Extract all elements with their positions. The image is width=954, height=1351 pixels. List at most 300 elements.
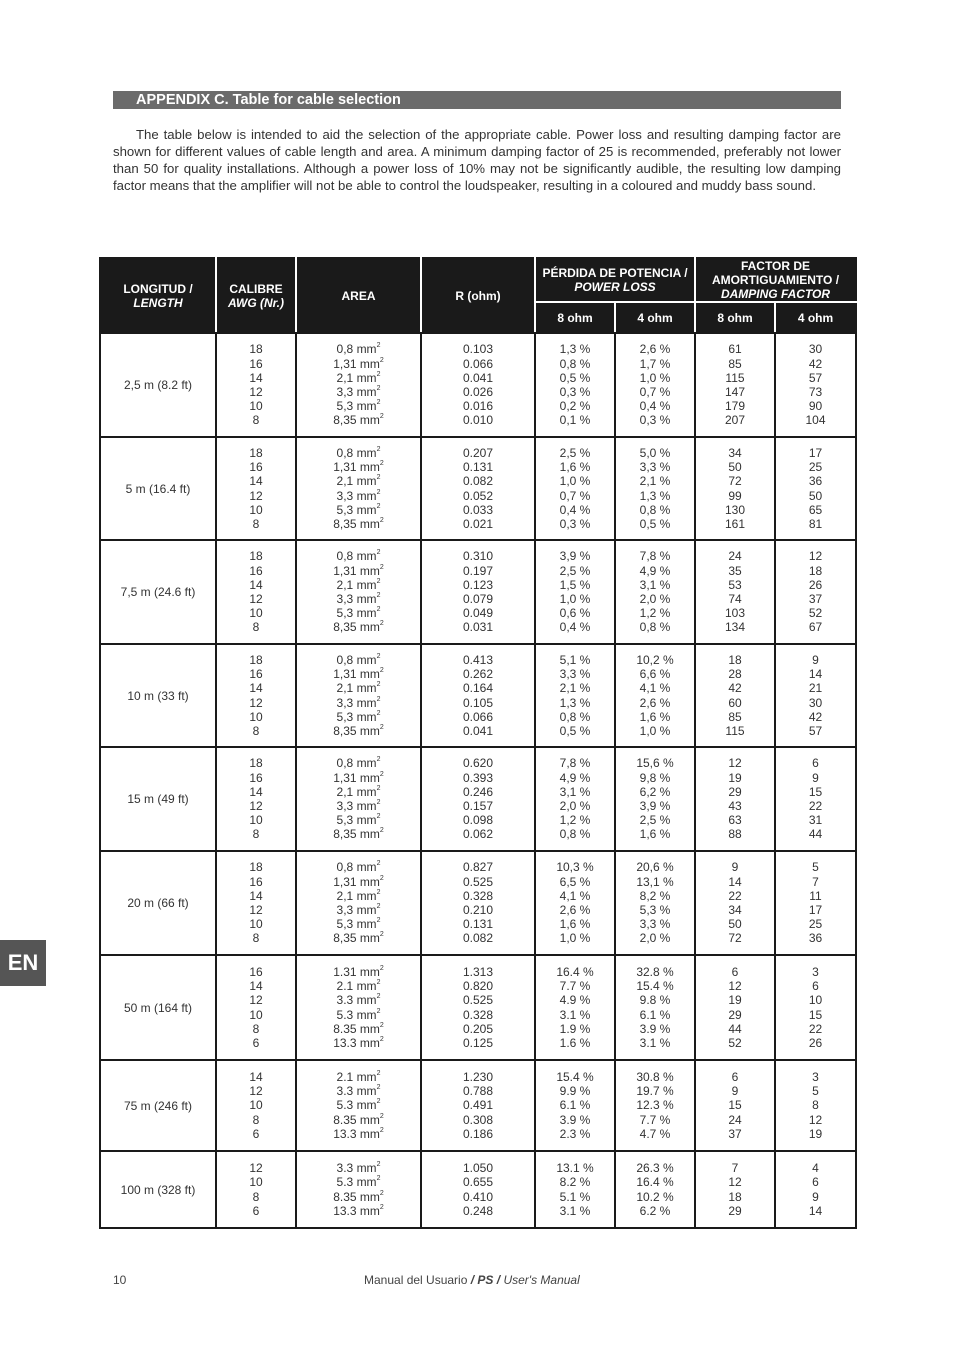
cell-pl8 [535,747,615,851]
cell-awg [216,437,296,540]
value-line: 3,3 $mm^2$ [336,695,381,710]
value-line: 12.3 % [636,1098,674,1113]
value-line: 1,31 $mm^2$ [333,770,384,785]
value-line: 14 [249,888,263,903]
value-line: 7 [731,1161,739,1176]
value-line: 53 [728,577,742,592]
value-line: 9 [731,860,739,875]
value-line: 0.131 [462,917,494,932]
value-line: 0,6 % [559,606,591,621]
value-line: 2,1 $mm^2$ [336,370,381,385]
cell-pl8 [535,540,615,644]
value-line: 60 [728,695,742,710]
value-line: 29 [728,1007,742,1022]
value-line: 22 [728,888,742,903]
table-row [100,1060,856,1151]
value-line: 0,8 $mm^2$ [336,652,381,667]
value-line: 6 [731,964,739,979]
value-line: 0,3 % [559,516,591,531]
value-line: 8 [252,931,260,946]
value-line: 19 [728,770,742,785]
value-line: 9,8 % [639,770,671,785]
value-line: 12 [249,903,263,917]
value-line: 10,3 % [556,860,594,875]
value-line: 0.041 [462,723,494,738]
value-line: 34 [728,903,742,917]
value-line: 0.827 [462,860,494,875]
value-line: 0.082 [462,474,494,489]
value-line: 8.35 $mm^2$ [333,1021,384,1036]
cell-df8 [695,1151,775,1228]
header-length: LONGITUD / LENGTH [100,258,216,333]
value-line: 10 [249,813,263,828]
value-line: 12 [808,549,823,564]
value-line: 0.052 [462,488,494,503]
cell-pl4 [615,1151,695,1228]
value-line: 19.7 % [636,1084,674,1099]
value-line: 14 [249,474,263,489]
value-line: 1.230 [462,1069,494,1084]
table-row [100,1151,856,1228]
cell-r [421,437,535,540]
value-line: 18 [249,652,263,667]
value-line: 28 [728,667,742,682]
value-line: 6,6 % [639,667,671,682]
value-line: 10 [808,993,823,1008]
value-line: 3,3 $mm^2$ [336,592,381,606]
table-row [100,955,856,1060]
value-line: 3,3 $mm^2$ [336,385,381,399]
value-line: 0,4 % [639,399,671,414]
value-line: 1,31 $mm^2$ [333,460,384,475]
value-line: 6 [812,1175,819,1190]
value-line: 17 [808,445,823,460]
value-line: 26 [808,1035,823,1050]
cell-r [421,851,535,955]
value-line: 2,1 $mm^2$ [336,577,381,592]
value-line: 3,3 $mm^2$ [336,799,381,813]
value-line: 0.310 [462,549,494,564]
value-line: 0.031 [462,620,494,635]
value-line: 81 [808,516,823,531]
cell-area [296,1060,421,1151]
value-line: 3 [812,964,819,979]
value-line: 44 [808,827,823,842]
value-line: 85 [728,709,742,724]
value-line: 1,3 % [639,488,671,503]
value-line: 0,8 % [559,709,591,724]
value-line: 2,0 % [639,931,671,946]
value-line: 1.050 [462,1161,494,1176]
value-line: 8 [252,827,260,842]
value-line: 115 [725,723,745,738]
value-line: 6 [812,979,819,994]
value-line: 6 [252,1126,260,1141]
value-line: 8,35 $mm^2$ [333,723,384,738]
cell-r [421,747,535,851]
cell-df4 [775,644,856,747]
value-line: 17 [808,903,823,917]
cell-awg [216,644,296,747]
value-line: 4.9 % [559,993,591,1008]
cell-r [421,1060,535,1151]
value-line: 1,2 % [559,813,591,828]
value-line: 207 [724,413,746,428]
table-row [100,437,856,540]
value-line: 15.4 % [556,1069,594,1084]
value-line: 3.1 % [639,1035,671,1050]
value-line: 37 [808,592,823,606]
value-line: 12 [249,695,263,710]
value-line: 74 [728,592,742,606]
value-line: 1,3 % [559,342,591,357]
value-line: 63 [728,813,742,828]
value-line: 0.021 [462,516,494,531]
value-line: 13.3 $mm^2$ [333,1203,384,1218]
value-line: 8,35 $mm^2$ [333,620,384,635]
cell-pl4 [615,333,695,437]
value-line: 1,31 $mm^2$ [333,563,384,578]
value-line: 5,3 $mm^2$ [336,813,381,828]
cell-df8 [695,644,775,747]
value-line: 16 [249,964,263,979]
cell-awg [216,747,296,851]
value-line: 5,3 $mm^2$ [336,709,381,724]
value-line: 9 [812,652,819,667]
value-line: 14 [249,784,263,799]
value-line: 19 [808,1126,823,1141]
value-line: 13.1 % [556,1161,594,1176]
value-line: 0,7 % [559,488,591,503]
page-number: 10 [113,1273,127,1287]
value-line: 18 [808,563,823,578]
value-line: 2,1 $mm^2$ [336,888,381,903]
value-line: 2.1 $mm^2$ [336,979,381,994]
value-line: 6 [731,1069,739,1084]
value-line: 3,3 % [639,460,671,475]
table-row [100,851,856,955]
value-line: 29 [728,1203,742,1218]
value-line: 2,5 % [559,445,591,460]
value-line: 37 [728,1126,742,1141]
value-line: 0,8 % [559,356,591,371]
value-line: 14 [728,874,742,889]
cell-df4 [775,333,856,437]
cell-pl4 [615,955,695,1060]
footer: Manual del Usuario / PS / User's Manual [364,1273,580,1287]
cell-df4 [775,1060,856,1151]
value-line: 15 [808,784,823,799]
cell-pl4 [615,644,695,747]
value-line: 20,6 % [636,860,674,875]
value-line: 16 [249,460,263,475]
value-line: 99 [728,488,742,503]
value-line: 5.1 % [559,1189,591,1204]
value-line: 0,1 % [559,413,591,428]
value-line: 3.9 % [559,1112,591,1127]
value-line: 1,2 % [639,606,671,621]
value-line: 18 [249,860,263,875]
value-line: 12 [249,488,263,503]
value-line: 103 [724,606,746,621]
value-line: 3,3 % [639,917,671,932]
value-line: 30 [808,342,823,357]
cell-df8 [695,540,775,644]
value-line: 8,35 $mm^2$ [333,516,384,531]
value-line: 0.016 [462,399,494,414]
value-line: 5 [812,1084,819,1099]
value-line: 1,6 % [639,827,671,842]
value-line: 15,6 % [636,756,674,771]
cell-r [421,333,535,437]
cell-r [421,955,535,1060]
value-line: 10 [249,917,263,932]
cable-length: 10 m (33 ft) [100,644,216,747]
value-line: 6,5 % [559,874,591,889]
value-line: 0.105 [462,695,494,710]
value-line: 2,6 % [639,695,671,710]
value-line: 5,3 $mm^2$ [336,399,381,414]
value-line: 1.6 % [559,1035,591,1050]
value-line: 18 [249,549,263,564]
value-line: 57 [808,723,823,738]
value-line: 8 [252,1189,260,1204]
cell-area [296,1151,421,1228]
value-line: 24 [728,1112,742,1127]
cell-area [296,851,421,955]
value-line: 14 [249,1069,263,1084]
value-line: 8 [252,1021,260,1036]
value-line: 0.207 [462,445,494,460]
value-line: 12 [249,993,263,1008]
cable-length: 15 m (49 ft) [100,747,216,851]
cell-pl8 [535,437,615,540]
value-line: 12 [249,799,263,813]
cell-area [296,333,421,437]
cable-length: 50 m (164 ft) [100,955,216,1060]
value-line: 1.313 [462,964,494,979]
value-line: 43 [728,799,742,813]
value-line: 8,35 $mm^2$ [333,413,384,428]
value-line: 15 [728,1098,742,1113]
value-line: 12 [249,385,263,399]
value-line: 0,3 % [559,385,591,399]
value-line: 72 [728,931,742,946]
value-line: 1,31 $mm^2$ [333,667,384,682]
cell-area [296,955,421,1060]
value-line: 16.4 % [556,964,594,979]
value-line: 3.1 % [559,1203,591,1218]
cell-r [421,540,535,644]
value-line: 30.8 % [636,1069,674,1084]
value-line: 0.033 [462,502,494,517]
value-line: 14 [808,1203,823,1218]
cell-awg [216,1060,296,1151]
cell-pl8 [535,851,615,955]
value-line: 2,0 % [559,799,591,813]
value-line: 7 [812,874,819,889]
value-line: 5.3 $mm^2$ [336,1098,381,1113]
cell-awg [216,851,296,955]
value-line: 6.2 % [639,1203,671,1218]
cell-df8 [695,1060,775,1151]
value-line: 29 [728,784,742,799]
header-gauge: CALIBRE AWG (Nr.) [216,258,296,333]
value-line: 9 [812,770,819,785]
cell-df8 [695,955,775,1060]
value-line: 2.1 $mm^2$ [336,1069,381,1084]
value-line: 7,8 % [639,549,671,564]
value-line: 35 [728,563,742,578]
value-line: 13,1 % [636,874,674,889]
value-line: 88 [728,827,742,842]
value-line: 61 [728,342,742,357]
value-line: 0.413 [462,652,494,667]
value-line: 115 [725,370,745,385]
section-title: APPENDIX C. Table for cable selection [113,91,841,109]
value-line: 42 [728,681,742,696]
value-line: 1.9 % [559,1021,591,1036]
value-line: 12 [728,1175,742,1190]
value-line: 0.525 [462,874,494,889]
value-line: 10 [249,1175,263,1190]
value-line: 1.31 $mm^2$ [333,964,384,979]
value-line: 16 [249,667,263,682]
value-line: 11 [809,888,822,903]
header-df-8ohm: 8 ohm [695,302,775,333]
value-line: 5,0 % [639,445,671,460]
value-line: 14 [808,667,823,682]
value-line: 4,9 % [559,770,591,785]
value-line: 10 [249,606,263,621]
value-line: 1,6 % [639,709,671,724]
value-line: 0.066 [462,709,494,724]
value-line: 8,35 $mm^2$ [333,827,384,842]
cell-r [421,1151,535,1228]
cell-pl4 [615,747,695,851]
value-line: 7.7 % [559,979,591,994]
value-line: 5,3 % [639,903,671,917]
value-line: 4,1 % [639,681,671,696]
cable-length: 20 m (66 ft) [100,851,216,955]
cell-awg [216,1151,296,1228]
cell-df4 [775,1151,856,1228]
value-line: 2,5 % [639,813,671,828]
value-line: 21 [808,681,823,696]
value-line: 3.3 $mm^2$ [336,1161,381,1176]
value-line: 3,3 $mm^2$ [336,488,381,503]
cell-df8 [695,747,775,851]
cell-df4 [775,955,856,1060]
value-line: 13.3 $mm^2$ [333,1035,384,1050]
value-line: 0,2 % [559,399,591,414]
value-line: 10.2 % [636,1189,674,1204]
value-line: 14 [249,577,263,592]
value-line: 9 [812,1189,819,1204]
value-line: 6.1 % [639,1007,671,1022]
cell-pl4 [615,540,695,644]
cell-df8 [695,851,775,955]
value-line: 3.1 % [559,1007,591,1022]
value-line: 10,2 % [636,652,674,667]
cell-pl8 [535,1151,615,1228]
value-line: 31 [808,813,823,828]
cable-length: 75 m (246 ft) [100,1060,216,1151]
value-line: 50 [728,917,742,932]
value-line: 10 [249,1098,263,1113]
table-row [100,747,856,851]
value-line: 73 [808,385,823,399]
value-line: 0.246 [462,784,494,799]
value-line: 0.328 [462,888,494,903]
value-line: 0.157 [462,799,494,813]
cell-df4 [775,747,856,851]
cell-df4 [775,540,856,644]
value-line: 24 [728,549,742,564]
value-line: 6 [252,1035,260,1050]
value-line: 0.186 [462,1126,494,1141]
value-line: 18 [728,1189,742,1204]
value-line: 4 [812,1161,819,1176]
value-line: 6 [252,1203,260,1218]
value-line: 0.410 [462,1189,494,1204]
value-line: 18 [249,342,263,357]
header-power-loss: PÉRDIDA DE POTENCIA / POWER LOSS [535,258,695,302]
value-line: 12 [728,979,742,994]
value-line: 12 [249,592,263,606]
value-line: 50 [808,488,823,503]
cable-length: 100 m (328 ft) [100,1151,216,1228]
value-line: 0.098 [462,813,494,828]
cell-area [296,540,421,644]
value-line: 12 [728,756,742,771]
value-line: 3.9 % [639,1021,671,1036]
value-line: 3,9 % [639,799,671,813]
cell-pl4 [615,851,695,955]
value-line: 3,9 % [559,549,591,564]
value-line: 10 [249,1007,263,1022]
value-line: 1,0 % [639,370,671,385]
value-line: 34 [728,445,742,460]
value-line: 8 [252,413,260,428]
value-line: 52 [728,1035,742,1050]
value-line: 4,1 % [559,888,591,903]
value-line: 25 [808,917,823,932]
value-line: 4,9 % [639,563,671,578]
value-line: 0.066 [462,356,494,371]
value-line: 3 [812,1069,819,1084]
value-line: 44 [728,1021,742,1036]
cell-awg [216,540,296,644]
value-line: 16.4 % [636,1175,674,1190]
value-line: 0.393 [462,770,494,785]
value-line: 1,31 $mm^2$ [333,356,384,371]
value-line: 5,3 $mm^2$ [336,917,381,932]
value-line: 7.7 % [639,1112,671,1127]
table-row [100,333,856,437]
value-line: 36 [808,474,823,489]
value-line: 26 [808,577,823,592]
value-line: 4.7 % [639,1126,671,1141]
value-line: 0.125 [462,1035,494,1050]
value-line: 0.655 [462,1175,494,1190]
value-line: 134 [724,620,746,635]
value-line: 1,31 $mm^2$ [333,874,384,889]
value-line: 0,8 $mm^2$ [336,756,381,771]
cell-area [296,644,421,747]
value-line: 16 [249,356,263,371]
value-line: 8 [252,620,260,635]
